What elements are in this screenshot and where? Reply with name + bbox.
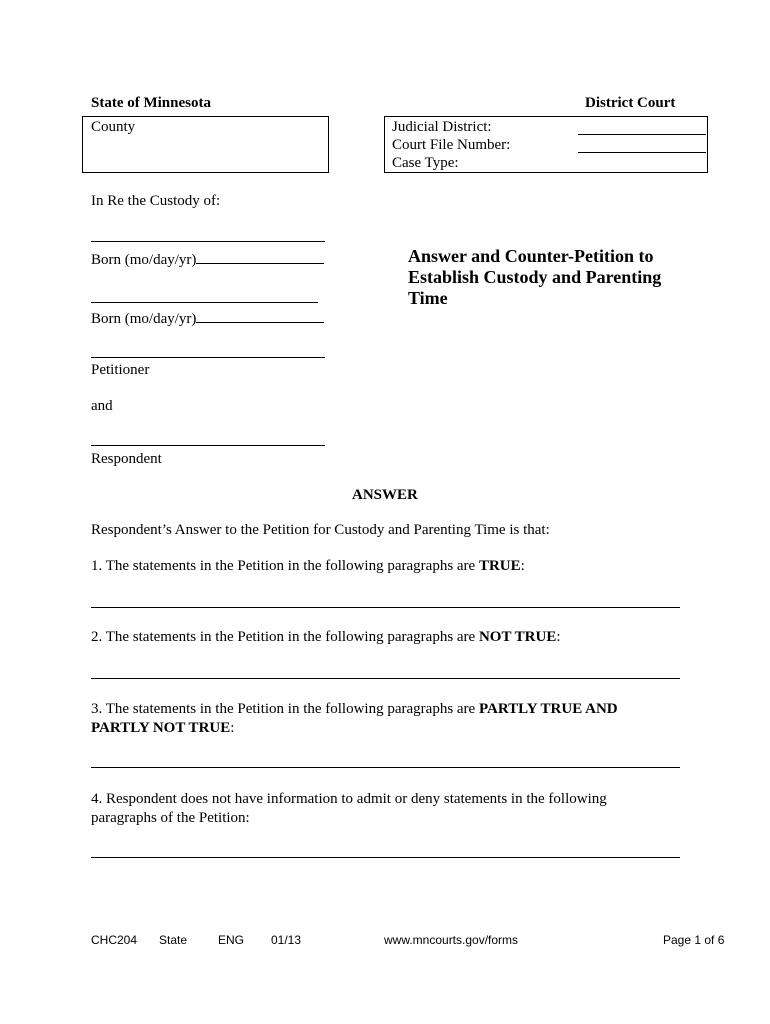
answer-item-4: 4. Respondent does not have information to admit or deny statements in the following paragraphs of the Petition: <box>91 791 607 826</box>
answer-item-2-field[interactable] <box>91 678 680 679</box>
footer-scope: State <box>159 933 188 947</box>
respondent-label: Respondent <box>91 451 162 467</box>
birthdate-field-1[interactable] <box>196 249 324 264</box>
petitioner-line[interactable] <box>91 357 325 358</box>
answer-item-1: 1. The statements in the Petition in the following paragraphs are TRUE: <box>91 558 525 574</box>
footer-page-number: Page 1 of 6 <box>663 933 725 947</box>
case-type-label: Case Type: <box>392 155 459 171</box>
court-heading: District Court <box>585 95 676 111</box>
judicial-district-label: Judicial District: <box>392 119 492 135</box>
footer-url-link[interactable]: www.mncourts.gov/forms <box>384 933 519 947</box>
born-label-2: Born (mo/day/yr) <box>91 311 197 327</box>
footer-form-code: CHC204 <box>91 933 138 947</box>
answer-item-3-field[interactable] <box>91 767 680 768</box>
county-label: County <box>91 119 136 135</box>
footer-date: 01/13 <box>271 933 302 947</box>
born-row-1 <box>91 249 324 269</box>
document-title: Answer and Counter-Petition to Establish Custody and Parenting Time <box>408 246 662 308</box>
respondent-line[interactable] <box>91 445 325 446</box>
child-name-line-2[interactable] <box>91 302 318 303</box>
answer-intro: Respondent’s Answer to the Petition for Custody and Parenting Time is that: <box>91 522 550 538</box>
judicial-district-field[interactable] <box>578 134 706 135</box>
and-label: and <box>91 398 113 414</box>
answer-item-2: 2. The statements in the Petition in the following paragraphs are NOT TRUE: <box>91 629 561 645</box>
answer-item-1-field[interactable] <box>91 607 680 608</box>
answer-heading: ANSWER <box>352 487 418 503</box>
birthdate-field-2[interactable] <box>196 308 324 323</box>
born-label-1: Born (mo/day/yr) <box>91 252 197 268</box>
state-heading: State of Minnesota <box>91 95 211 111</box>
court-file-number-field[interactable] <box>578 152 706 153</box>
answer-item-3: 3. The statements in the Petition in the following paragraphs are PARTLY TRUE AND PARTLY NOT TRUE: <box>91 701 618 736</box>
child-name-line-1[interactable] <box>91 241 325 242</box>
in-re-label: In Re the Custody of: <box>91 193 221 209</box>
footer-language: ENG <box>218 933 245 947</box>
case-info-box <box>384 116 708 173</box>
answer-item-4-field[interactable] <box>91 857 680 858</box>
petitioner-label: Petitioner <box>91 362 150 378</box>
court-file-number-label: Court File Number: <box>392 137 511 153</box>
county-box[interactable] <box>82 116 329 173</box>
born-row-2 <box>91 308 324 328</box>
